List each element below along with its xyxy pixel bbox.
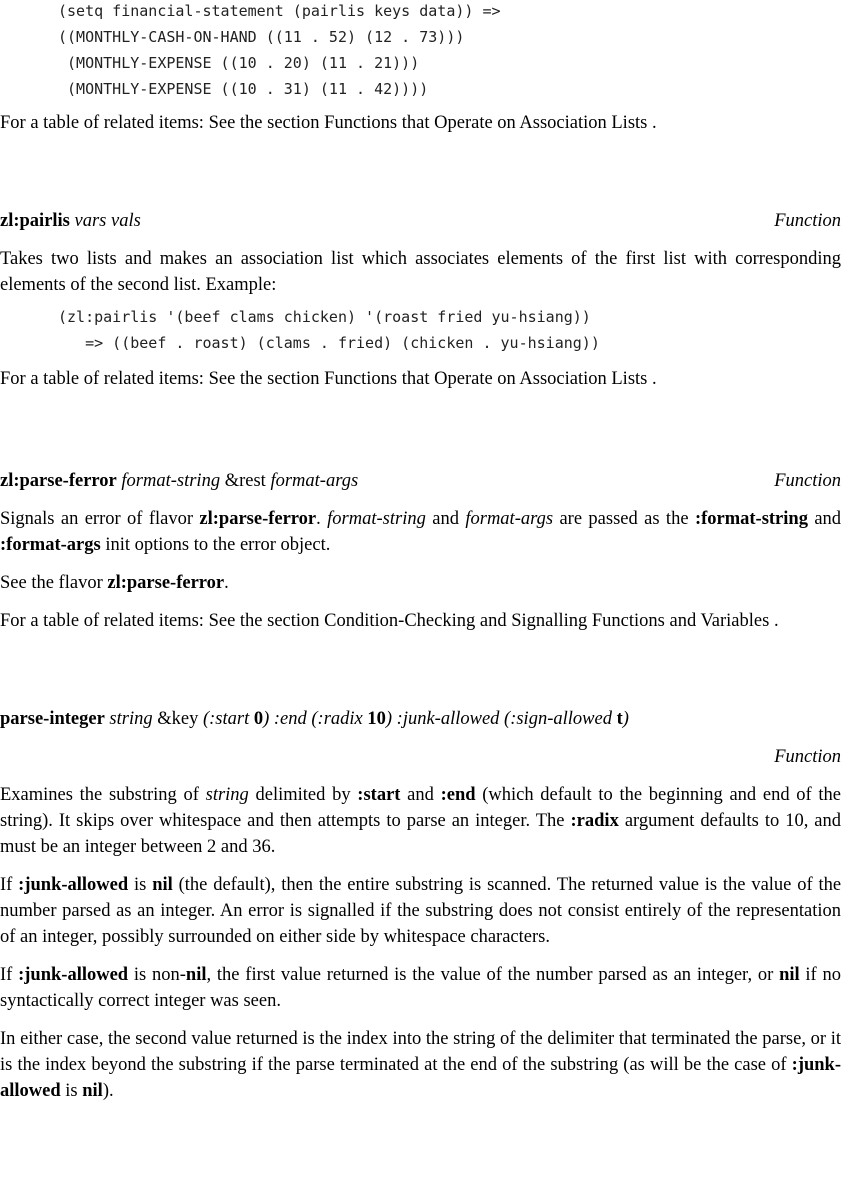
code-line: (MONTHLY-EXPENSE ((10 . 20) (11 . 21))) <box>58 54 420 72</box>
function-name: zl:parse-ferror <box>0 471 117 491</box>
code-example-pairlis <box>58 304 841 356</box>
function-signature <box>0 706 841 732</box>
default-value: t <box>616 709 623 729</box>
lambda-keyword: &key <box>157 709 199 729</box>
code-line: ((MONTHLY-CASH-ON-HAND ((11 . 52) (12 . 73))) <box>58 28 465 46</box>
code-line: (zl:pairlis '(beef clams chicken) '(roast fried yu-hsiang)) <box>58 308 591 326</box>
function-arg: (:start <box>202 709 250 729</box>
function-arg: format-args <box>270 471 359 491</box>
entry-kind: Function <box>774 211 841 231</box>
function-arg: format-string <box>121 471 221 491</box>
function-description: Takes two lists and makes an association list which associates elements of the first list with corresponding elements of the second list. Example: <box>0 249 841 295</box>
entry-kind: Function <box>774 747 841 767</box>
see-also-text: See the flavor zl:parse-ferror. <box>0 573 229 593</box>
default-value: 10 <box>367 709 386 729</box>
lambda-keyword: &rest <box>224 471 266 491</box>
entry-kind-row <box>0 744 841 770</box>
entry-parse-integer <box>0 706 841 1104</box>
description-paragraph: In either case, the second value returned is the index into the string of the delimiter that terminated the parse, or it is the index beyond the substring if the parse terminated at the end of the substring (as will be the case of :junk-allowed is nil). <box>0 1029 841 1101</box>
related-items-assoc <box>0 110 841 136</box>
function-signature <box>0 208 841 234</box>
function-arg: string <box>109 709 153 729</box>
code-line: (MONTHLY-EXPENSE ((10 . 31) (11 . 42)))) <box>58 80 429 98</box>
function-signature <box>0 468 841 494</box>
related-items-text: For a table of related items: See the section Functions that Operate on Association Lists . <box>0 113 657 133</box>
default-value: 0 <box>253 709 264 729</box>
function-arg: ) :end (:radix <box>263 709 363 729</box>
entry-kind: Function <box>774 471 841 491</box>
related-items-text: For a table of related items: See the section Condition-Checking and Signalling Functions and Variables . <box>0 611 779 631</box>
function-name: zl:pairlis <box>0 211 70 231</box>
code-example-financial <box>58 0 838 102</box>
code-line: => ((beef . roast) (clams . fried) (chicken . yu-hsiang)) <box>58 334 600 352</box>
function-name: parse-integer <box>0 709 105 729</box>
related-items-text: For a table of related items: See the section Functions that Operate on Association Lists . <box>0 369 657 389</box>
code-line: (setq financial-statement (pairlis keys data)) => <box>58 2 501 20</box>
function-arg: ) :junk-allowed (:sign-allowed <box>385 709 612 729</box>
function-description: Signals an error of flavor zl:parse-ferror. format-string and format-args are passed as the :format-string and :format-args init options to the error object. <box>0 509 841 555</box>
entry-pairlis <box>0 208 841 392</box>
description-paragraph: If :junk-allowed is non-nil, the first value returned is the value of the number parsed as an integer, or nil if no syntactically correct integer was seen. <box>0 965 841 1011</box>
function-args: vars vals <box>74 211 141 231</box>
function-arg: ) <box>622 709 629 729</box>
description-paragraph: If :junk-allowed is nil (the default), then the entire substring is scanned. The returned value is the value of the number parsed as an integer. An error is signalled if the substring does not consist entirely of the representation of an integer, possibly surrounded on either side by whitespace characters. <box>0 875 841 947</box>
description-paragraph: Examines the substring of string delimited by :start and :end (which default to the beginning and end of the string). It skips over whitespace and then attempts to parse an integer. The :radix argument defaults to 10, and must be an integer between 2 and 36. <box>0 785 841 857</box>
entry-parse-ferror <box>0 468 841 634</box>
